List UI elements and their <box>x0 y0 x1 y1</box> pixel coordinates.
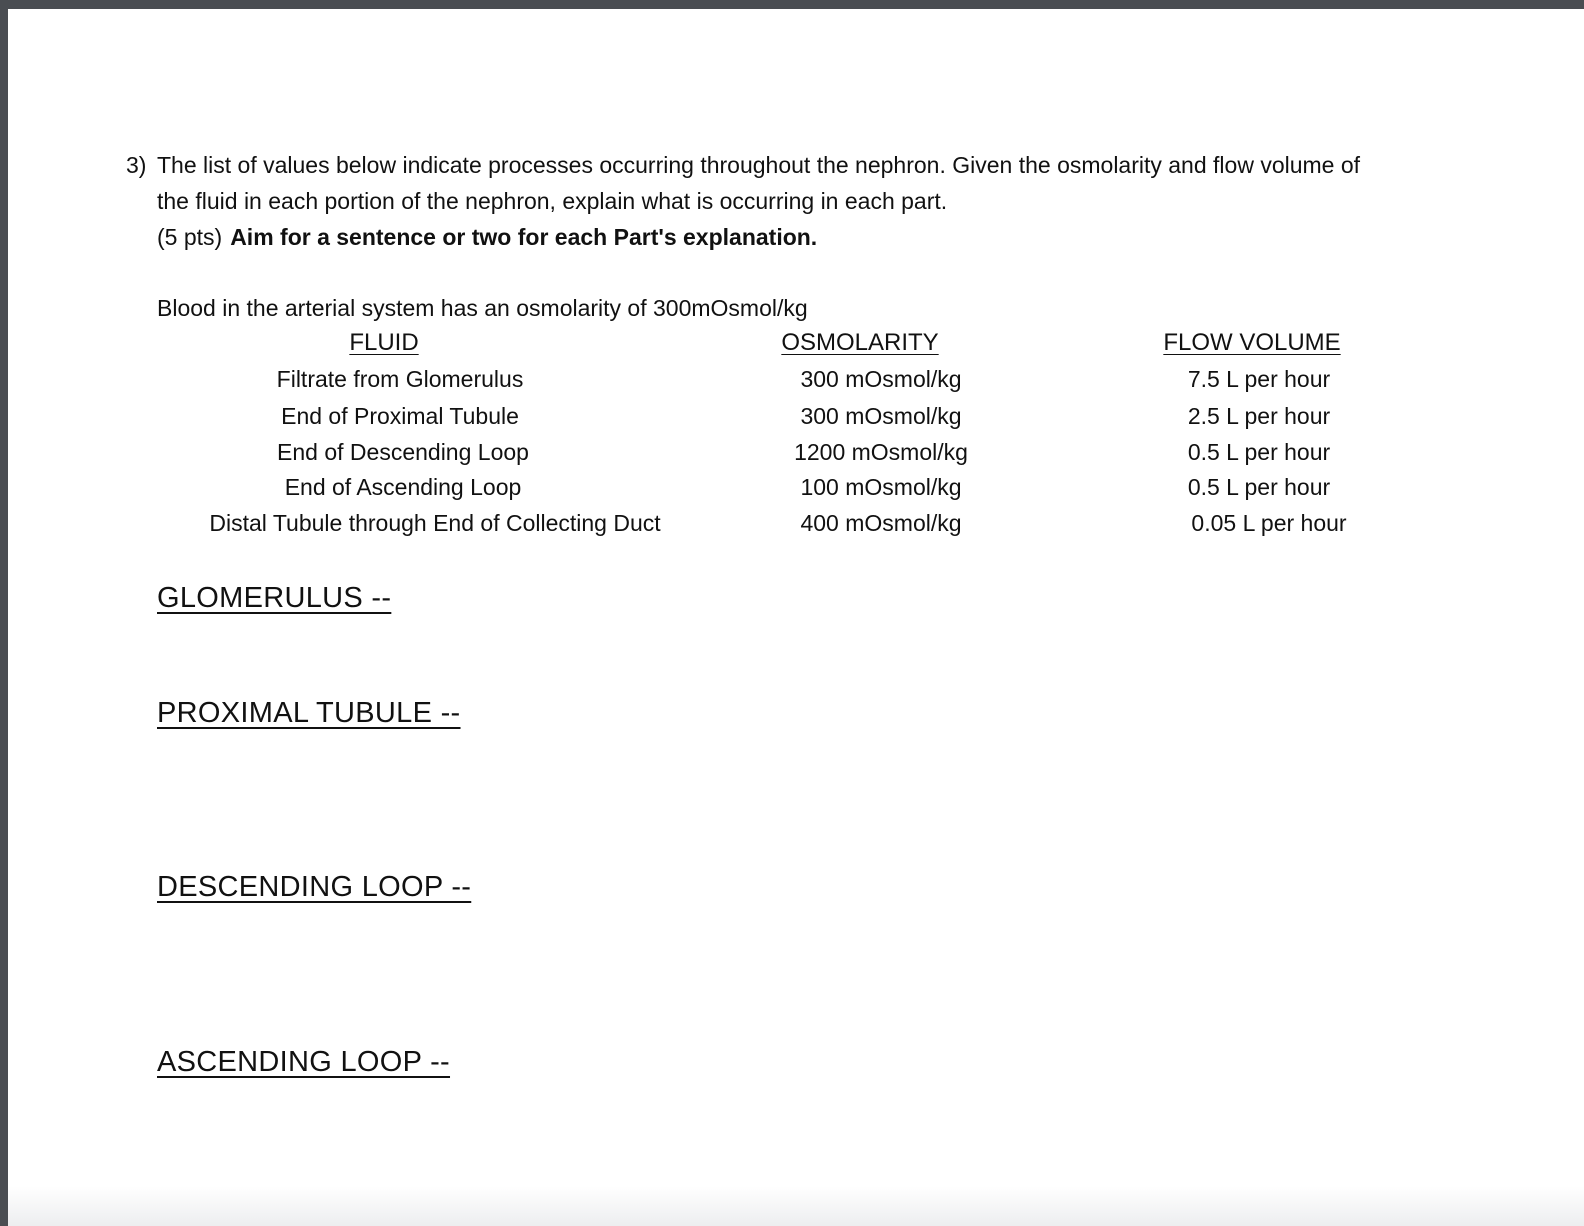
section-heading-proximal-tubule: PROXIMAL TUBULE -- <box>157 697 461 729</box>
document-page <box>8 9 1584 1226</box>
table-cell-fluid: End of Descending Loop <box>277 439 529 465</box>
table-cell-fluid: Distal Tubule through End of Collecting Duct <box>209 510 661 536</box>
table-cell-osmolarity: 400 mOsmol/kg <box>800 510 962 536</box>
table-cell-osmolarity: 1200 mOsmol/kg <box>794 439 968 465</box>
blood-osmolarity-note: Blood in the arterial system has an osmolarity of 300mOsmol/kg <box>157 295 808 321</box>
question-text-line-1: The list of values below indicate processes occurring throughout the nephron. Given the osmolarity and flow volume of <box>157 152 1361 178</box>
table-cell-flow: 2.5 L per hour <box>1187 403 1331 429</box>
table-cell-osmolarity: 300 mOsmol/kg <box>800 403 962 429</box>
points-label: (5 pts) <box>157 224 223 250</box>
header-fluid: FLUID <box>349 329 419 356</box>
table-cell-osmolarity: 100 mOsmol/kg <box>800 474 962 500</box>
page-bottom-shade <box>8 1186 1584 1226</box>
header-osmolarity: OSMOLARITY <box>781 329 939 356</box>
instruction-text: Aim for a sentence or two for each Part's explanation. <box>230 224 818 250</box>
table-cell-flow: 0.05 L per hour <box>1191 510 1347 536</box>
section-heading-ascending-loop: ASCENDING LOOP -- <box>157 1046 451 1078</box>
section-heading-glomerulus: GLOMERULUS -- <box>157 582 392 614</box>
table-cell-fluid: Filtrate from Glomerulus <box>276 366 524 392</box>
question-points-line <box>157 225 817 249</box>
table-cell-fluid: End of Ascending Loop <box>284 474 522 500</box>
table-cell-fluid: End of Proximal Tubule <box>281 403 519 429</box>
table-cell-osmolarity: 300 mOsmol/kg <box>800 366 962 392</box>
section-heading-descending-loop: DESCENDING LOOP -- <box>157 871 472 903</box>
table-cell-flow: 0.5 L per hour <box>1187 439 1331 465</box>
question-text-line-2: the fluid in each portion of the nephron, explain what is occurring in each part. <box>157 188 948 214</box>
question-number: 3) <box>126 152 147 178</box>
table-cell-flow: 0.5 L per hour <box>1187 474 1331 500</box>
header-flow-volume: FLOW VOLUME <box>1163 329 1341 356</box>
table-cell-flow: 7.5 L per hour <box>1187 366 1331 392</box>
